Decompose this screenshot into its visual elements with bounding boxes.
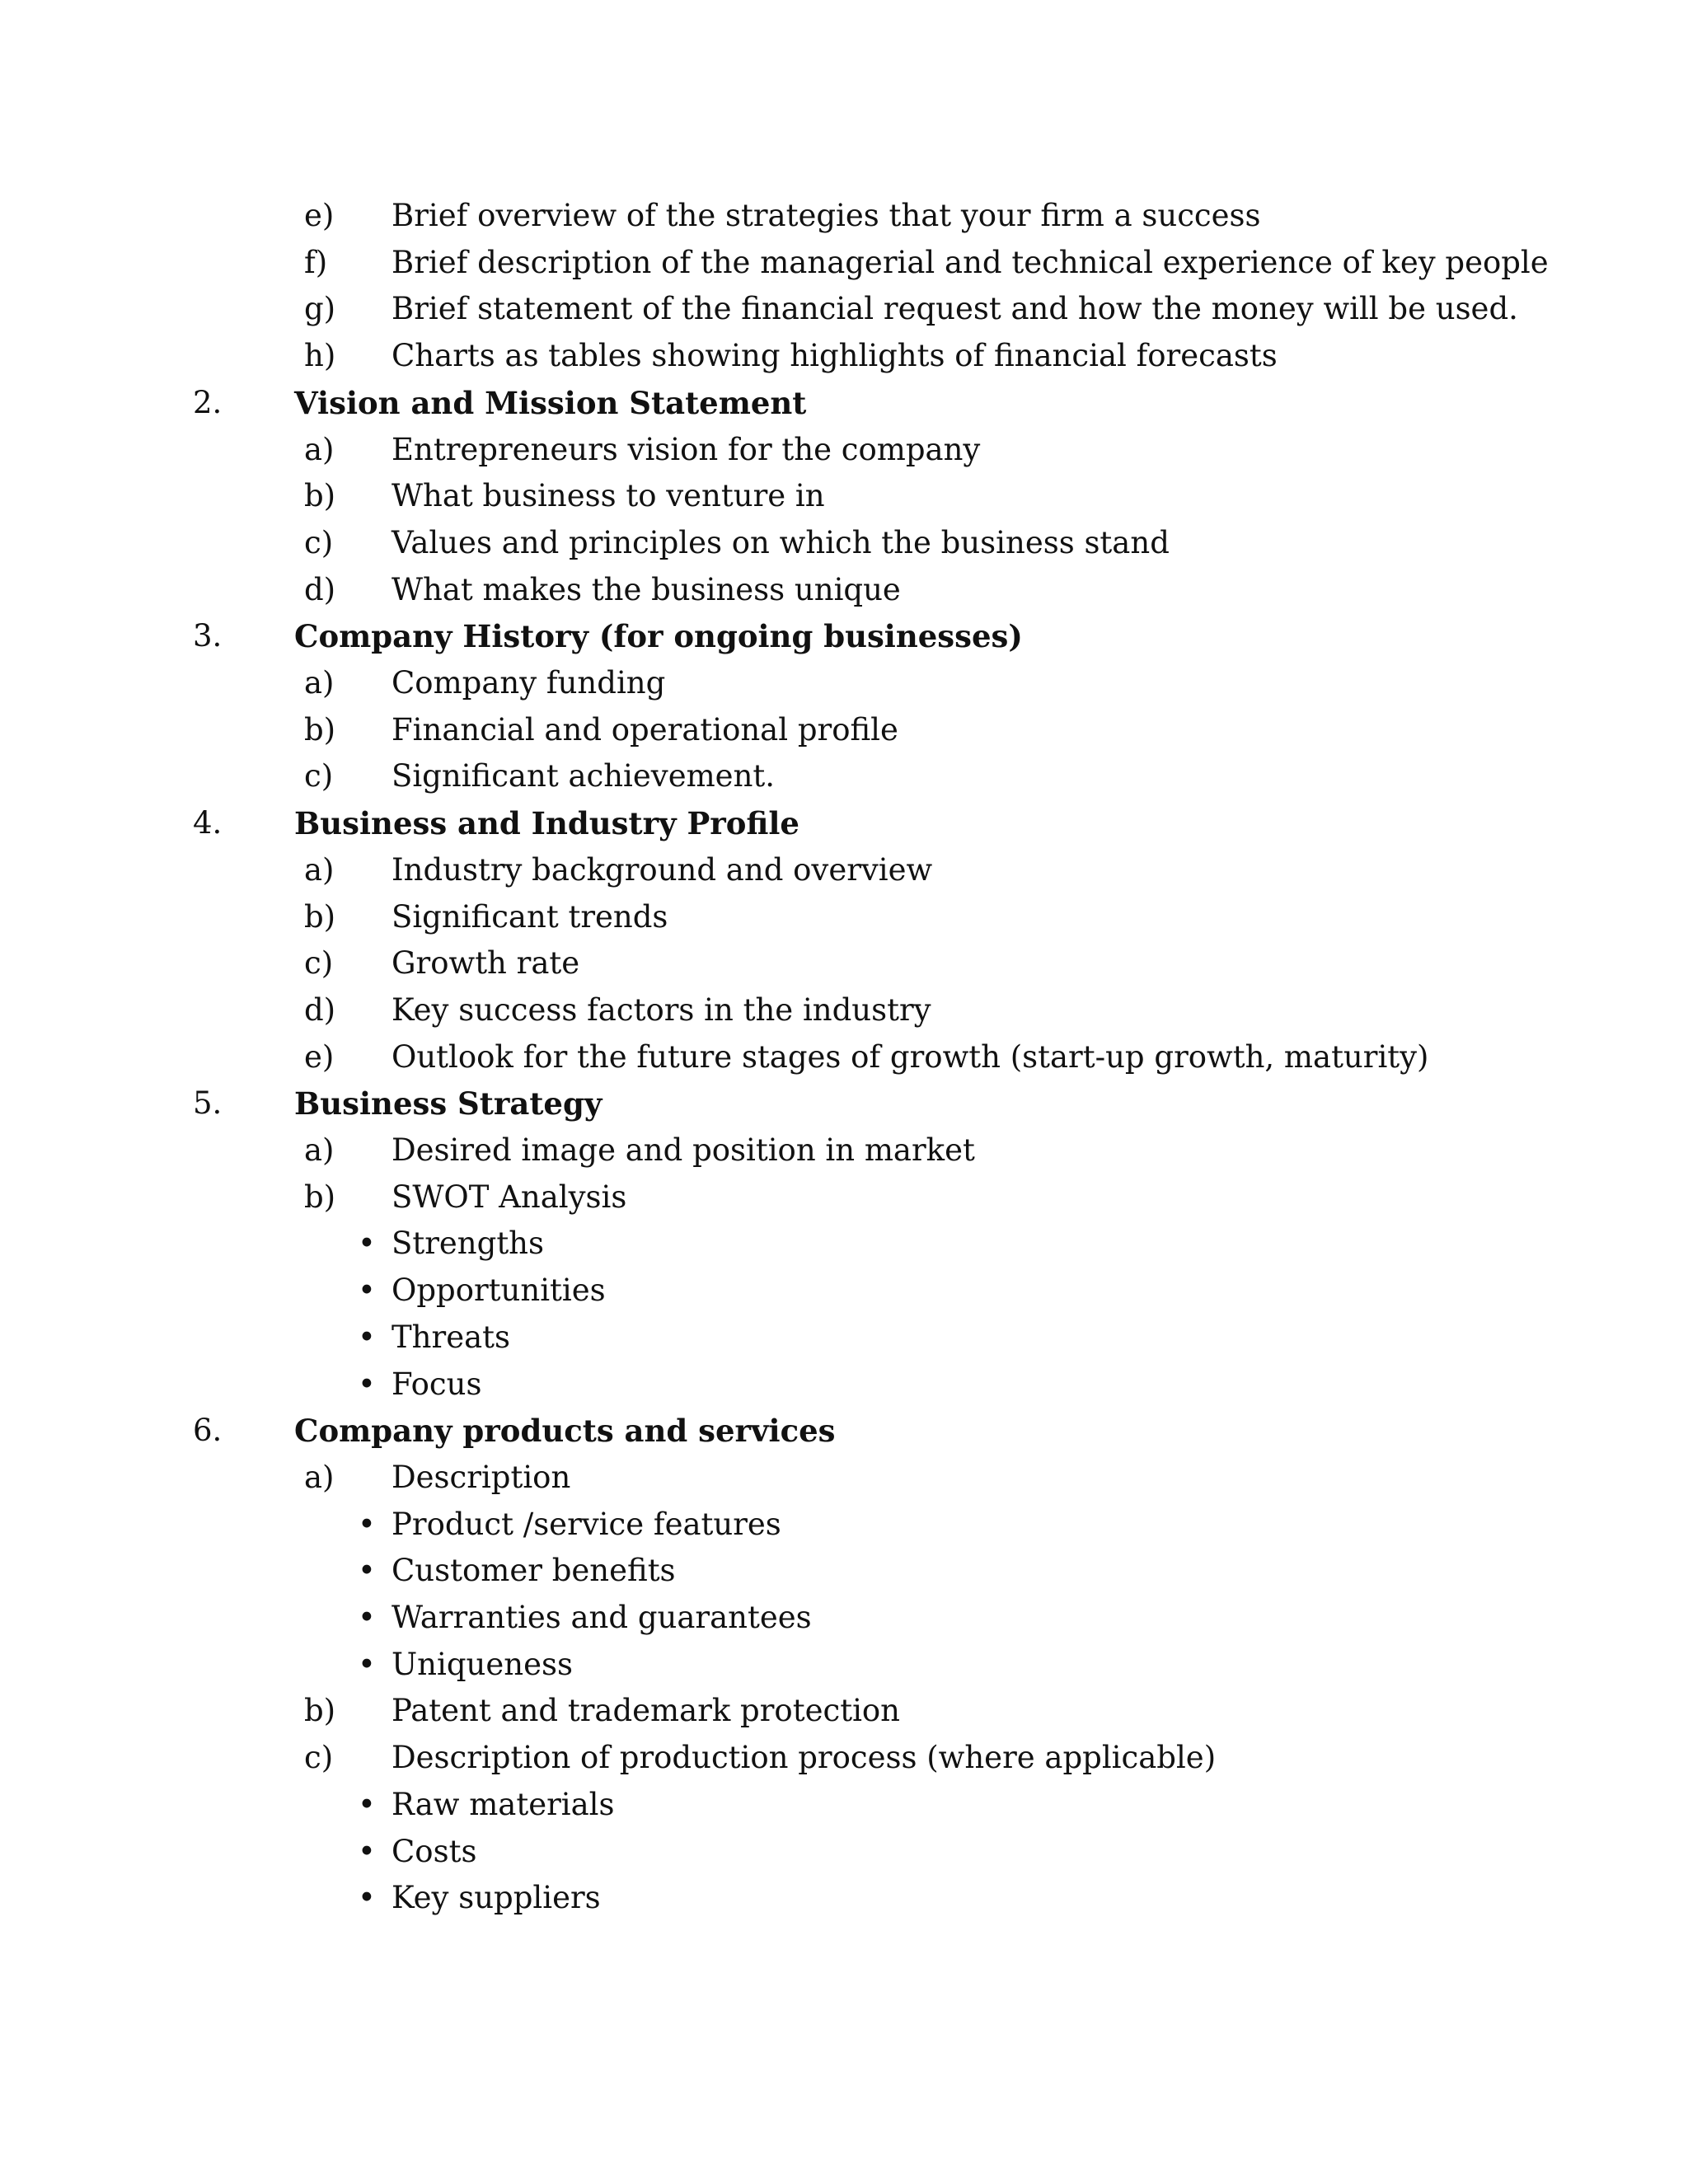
item-text: Key success factors in the industry xyxy=(392,991,931,1028)
list-item xyxy=(0,427,1688,473)
item-letter: b) xyxy=(304,711,336,748)
bullet-icon: • xyxy=(358,1833,376,1869)
item-letter: e) xyxy=(304,198,335,233)
bullet-icon: • xyxy=(358,1786,376,1822)
bullet-text: Focus xyxy=(392,1366,482,1402)
list-item xyxy=(0,240,1688,286)
item-letter: c) xyxy=(304,758,334,794)
item-text: Brief overview of the strategies that your firm a success xyxy=(392,198,1261,233)
list-item xyxy=(0,333,1688,379)
section-title: Company History (for ongoing businesses) xyxy=(294,618,1023,655)
section-number: 5. xyxy=(193,1085,223,1122)
list-item xyxy=(0,847,1688,893)
bullet-item xyxy=(0,1642,1688,1688)
item-letter: e) xyxy=(304,1038,335,1075)
bullet-icon: • xyxy=(358,1272,376,1309)
bullet-item xyxy=(0,1595,1688,1641)
section-heading xyxy=(0,800,1688,846)
bullet-text: Customer benefits xyxy=(392,1553,676,1589)
bullet-text: Key suppliers xyxy=(392,1880,601,1916)
list-item xyxy=(0,473,1688,519)
list-item xyxy=(0,1735,1688,1781)
item-text: Financial and operational profile xyxy=(392,711,898,748)
bullet-item xyxy=(0,1361,1688,1408)
item-letter: a) xyxy=(304,431,335,467)
list-item xyxy=(0,753,1688,799)
bullet-icon: • xyxy=(358,1646,376,1682)
list-item xyxy=(0,1174,1688,1221)
bullet-text: Uniqueness xyxy=(392,1646,573,1682)
item-text: What business to venture in xyxy=(392,478,825,514)
item-text: Description xyxy=(392,1459,571,1495)
bullet-text: Product /service features xyxy=(392,1506,781,1542)
item-letter: f) xyxy=(304,244,328,280)
item-text: Outlook for the future stages of growth (start-up growth, maturity) xyxy=(392,1038,1429,1075)
list-item xyxy=(0,286,1688,332)
item-text: Values and principles on which the business stand xyxy=(392,524,1170,560)
section-number: 3. xyxy=(193,618,223,654)
section-title: Vision and Mission Statement xyxy=(294,384,807,421)
item-letter: b) xyxy=(304,1693,336,1729)
item-letter: a) xyxy=(304,665,335,701)
section-number: 4. xyxy=(193,805,223,841)
bullet-icon: • xyxy=(358,1553,376,1589)
item-text: Growth rate xyxy=(392,945,580,982)
item-text: Patent and trademark protection xyxy=(392,1693,901,1729)
list-item xyxy=(0,894,1688,940)
item-letter: b) xyxy=(304,1179,336,1215)
list-item xyxy=(0,987,1688,1033)
section-number: 6. xyxy=(193,1413,223,1449)
list-item xyxy=(0,660,1688,706)
item-letter: c) xyxy=(304,524,334,560)
item-letter: a) xyxy=(304,851,335,888)
bullet-text: Strengths xyxy=(392,1226,544,1262)
item-text: Brief description of the managerial and technical experience of key people xyxy=(392,244,1549,280)
item-letter: g) xyxy=(304,291,336,327)
list-item xyxy=(0,707,1688,753)
section-heading xyxy=(0,1080,1688,1127)
list-item xyxy=(0,1688,1688,1734)
bullet-icon: • xyxy=(358,1319,376,1355)
list-item xyxy=(0,520,1688,566)
list-item xyxy=(0,567,1688,613)
bullet-item xyxy=(0,1315,1688,1361)
item-letter: b) xyxy=(304,898,336,935)
bullet-icon: • xyxy=(358,1880,376,1916)
section-heading xyxy=(0,613,1688,659)
item-letter: c) xyxy=(304,945,334,982)
section-title: Company products and services xyxy=(294,1413,836,1450)
bullet-item xyxy=(0,1829,1688,1875)
section-title: Business Strategy xyxy=(294,1085,603,1122)
bullet-item xyxy=(0,1268,1688,1314)
list-item xyxy=(0,1455,1688,1501)
bullet-text: Threats xyxy=(392,1319,511,1355)
bullet-icon: • xyxy=(358,1226,376,1262)
item-letter: d) xyxy=(304,571,336,607)
bullet-text: Raw materials xyxy=(392,1786,615,1822)
bullet-item xyxy=(0,1875,1688,1921)
item-text: Brief statement of the financial request and how the money will be used. xyxy=(392,291,1518,327)
bullet-icon: • xyxy=(358,1506,376,1542)
item-text: What makes the business unique xyxy=(392,571,901,607)
bullet-icon: • xyxy=(358,1600,376,1635)
item-text: Significant trends xyxy=(392,898,668,935)
bullet-text: Warranties and guarantees xyxy=(392,1600,812,1635)
bullet-text: Opportunities xyxy=(392,1272,606,1309)
bullet-item xyxy=(0,1548,1688,1594)
item-text: Charts as tables showing highlights of financial forecasts xyxy=(392,338,1278,374)
bullet-icon: • xyxy=(358,1366,376,1402)
item-letter: a) xyxy=(304,1132,335,1168)
item-letter: h) xyxy=(304,338,336,374)
item-text: SWOT Analysis xyxy=(392,1179,627,1215)
item-text: Entrepreneurs vision for the company xyxy=(392,431,981,467)
section-number: 2. xyxy=(193,384,223,420)
item-letter: b) xyxy=(304,478,336,514)
item-text: Significant achievement. xyxy=(392,758,776,794)
section-title: Business and Industry Profile xyxy=(294,805,799,842)
bullet-item xyxy=(0,1782,1688,1828)
item-text: Industry background and overview xyxy=(392,851,933,888)
list-item xyxy=(0,1127,1688,1174)
bullet-text: Costs xyxy=(392,1833,477,1869)
bullet-item xyxy=(0,1502,1688,1548)
item-letter: c) xyxy=(304,1740,334,1776)
section-heading xyxy=(0,380,1688,426)
item-text: Company funding xyxy=(392,665,666,701)
list-item xyxy=(0,1034,1688,1080)
item-letter: a) xyxy=(304,1459,335,1495)
list-item xyxy=(0,193,1688,239)
list-item xyxy=(0,940,1688,987)
item-text: Desired image and position in market xyxy=(392,1132,975,1168)
item-letter: d) xyxy=(304,991,336,1028)
item-text: Description of production process (where applicable) xyxy=(392,1740,1217,1776)
section-heading xyxy=(0,1408,1688,1454)
bullet-item xyxy=(0,1221,1688,1267)
